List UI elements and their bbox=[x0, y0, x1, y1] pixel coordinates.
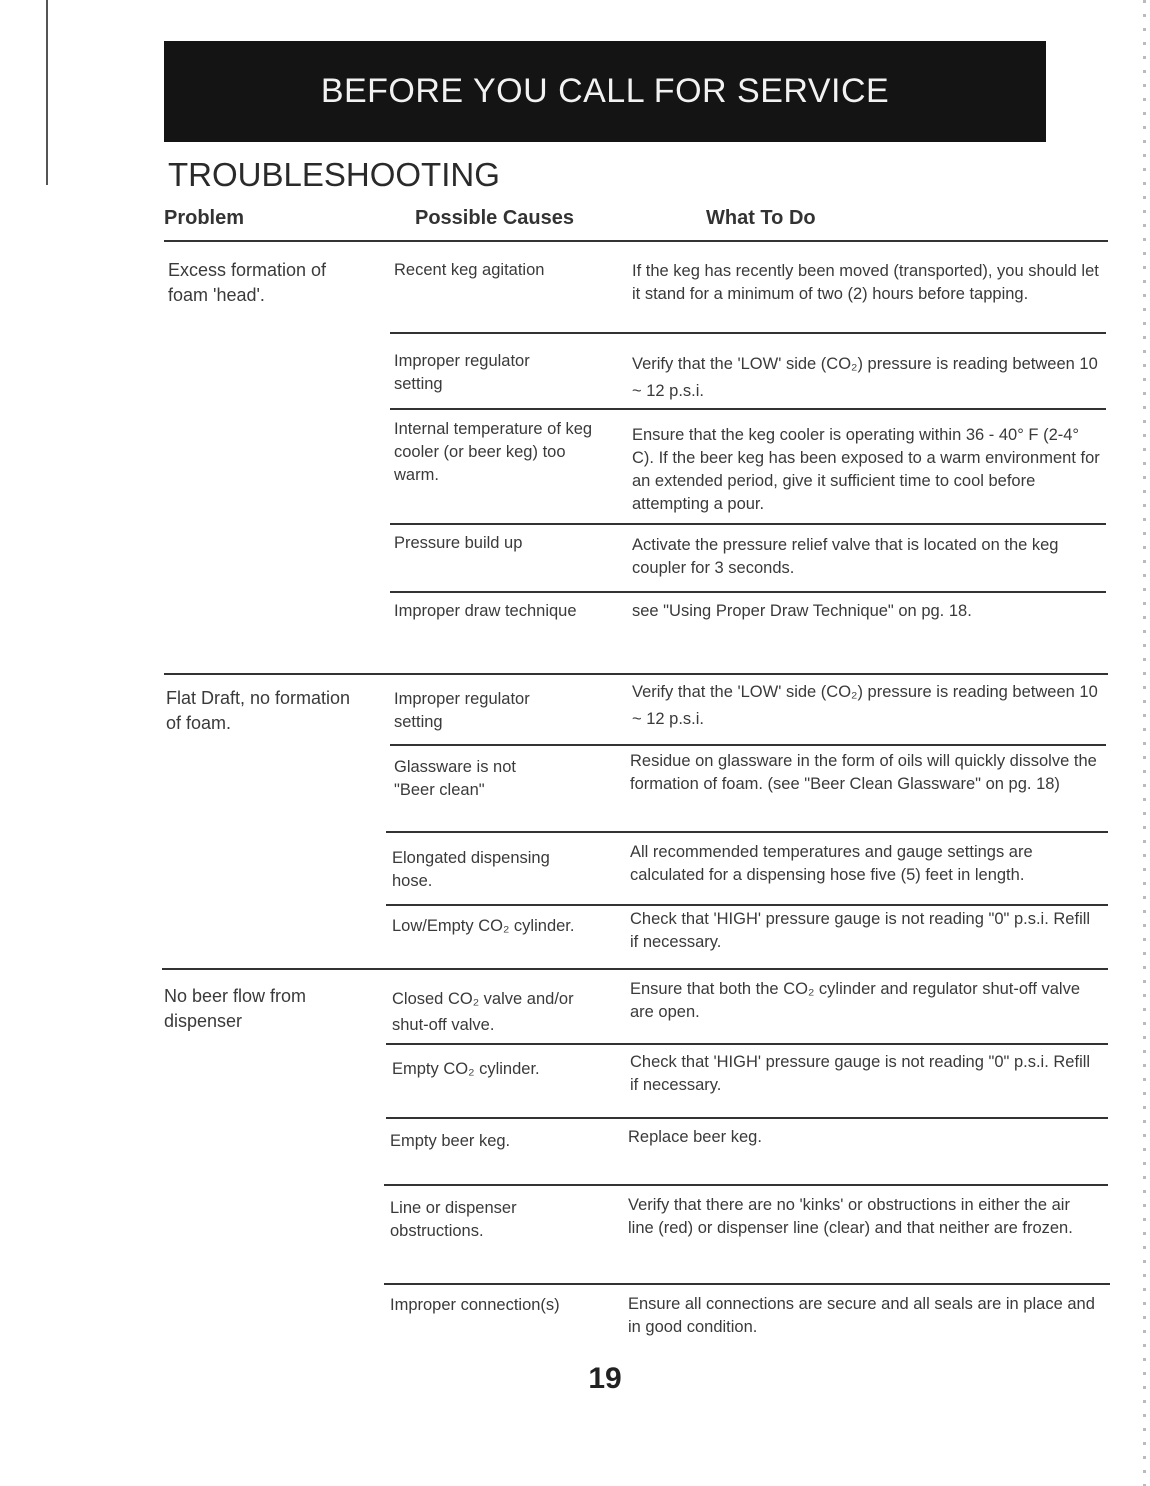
cause-text: Internal temperature of keg cooler (or beer keg) too warm. bbox=[394, 420, 593, 484]
page-title: TROUBLESHOOTING bbox=[168, 156, 500, 193]
page-edge-dots bbox=[1143, 0, 1146, 1486]
problem-text: Flat Draft, no formation of foam. bbox=[166, 688, 351, 733]
todo-text: If the keg has recently been moved (transported), you should let it stand for a minimum of two (2) hours before tapping. bbox=[632, 262, 1099, 303]
todo-text: see "Using Proper Draw Technique" on pg. 18. bbox=[632, 602, 972, 620]
cause-text: Line or dispenser obstructions. bbox=[390, 1199, 517, 1240]
todo-text: Verify that the 'LOW' side (CO₂) pressure is reading between 10 ~ 12 p.s.i. bbox=[632, 355, 1098, 400]
row-rule bbox=[390, 408, 1106, 410]
cause-text: Improper regulator setting bbox=[394, 352, 530, 393]
todo-text: Ensure that both the CO₂ cylinder and regulator shut-off valve are open. bbox=[630, 980, 1081, 1021]
row-rule bbox=[386, 1117, 1108, 1119]
group-rule bbox=[164, 673, 1108, 675]
todo-text: Residue on glassware in the form of oils will quickly dissolve the formation of foam. (see "Beer Clean Glassware" on pg. 18) bbox=[630, 752, 1097, 793]
page-edge-line bbox=[46, 0, 48, 185]
todo-text: Check that 'HIGH' pressure gauge is not reading "0" p.s.i. Refill if necessary. bbox=[630, 1053, 1091, 1094]
cause-text: Improper draw technique bbox=[394, 602, 577, 620]
row-rule bbox=[386, 831, 1108, 833]
row-rule bbox=[390, 523, 1106, 525]
cause-text: Recent keg agitation bbox=[394, 261, 545, 279]
header-rule bbox=[164, 240, 1108, 242]
cause-text: Empty CO₂ cylinder. bbox=[392, 1060, 540, 1078]
column-header-problem: Problem bbox=[164, 207, 245, 229]
section-banner: BEFORE YOU CALL FOR SERVICE bbox=[164, 41, 1046, 142]
cause-text: Low/Empty CO₂ cylinder. bbox=[392, 917, 575, 935]
problem-text: No beer flow from dispenser bbox=[164, 986, 307, 1031]
cause-text: Elongated dispensing hose. bbox=[392, 849, 550, 890]
page-number: 19 bbox=[588, 1362, 622, 1395]
row-rule bbox=[390, 332, 1106, 334]
row-rule bbox=[390, 744, 1106, 746]
row-rule bbox=[384, 1184, 1108, 1186]
todo-text: Ensure that the keg cooler is operating within 36 - 40° F (2-4° C). If the beer keg has been exposed to a warm environment for an extended period, give it sufficient time to cool before attempting a pour. bbox=[632, 426, 1100, 513]
row-rule bbox=[390, 591, 1106, 593]
todo-text: Replace beer keg. bbox=[628, 1128, 762, 1146]
column-header-causes: Possible Causes bbox=[415, 207, 574, 229]
todo-text: All recommended temperatures and gauge settings are calculated for a dispensing hose five (5) feet in length. bbox=[630, 843, 1033, 884]
problem-text: Excess formation of foam 'head'. bbox=[168, 260, 327, 305]
todo-text: Verify that there are no 'kinks' or obstructions in either the air line (red) or dispenser line (clear) and that neither are frozen. bbox=[628, 1196, 1073, 1237]
cause-text: Pressure build up bbox=[394, 534, 523, 552]
cause-text: Improper regulator setting bbox=[394, 690, 530, 731]
todo-text: Check that 'HIGH' pressure gauge is not reading "0" p.s.i. Refill if necessary. bbox=[630, 910, 1091, 951]
group-rule bbox=[162, 968, 1108, 970]
todo-text: Ensure all connections are secure and all seals are in place and in good condition. bbox=[628, 1295, 1095, 1336]
column-header-todo: What To Do bbox=[706, 207, 816, 229]
todo-text: Verify that the 'LOW' side (CO₂) pressure is reading between 10 ~ 12 p.s.i. bbox=[632, 683, 1098, 728]
todo-text: Activate the pressure relief valve that is located on the keg coupler for 3 seconds. bbox=[632, 536, 1059, 577]
row-rule bbox=[386, 904, 1108, 906]
cause-text: Improper connection(s) bbox=[390, 1296, 560, 1314]
cause-text: Empty beer keg. bbox=[390, 1132, 511, 1150]
row-rule bbox=[384, 1283, 1110, 1285]
cause-text: Closed CO₂ valve and/or shut-off valve. bbox=[392, 990, 574, 1034]
row-rule bbox=[386, 1043, 1108, 1045]
cause-text: Glassware is not "Beer clean" bbox=[394, 758, 516, 799]
